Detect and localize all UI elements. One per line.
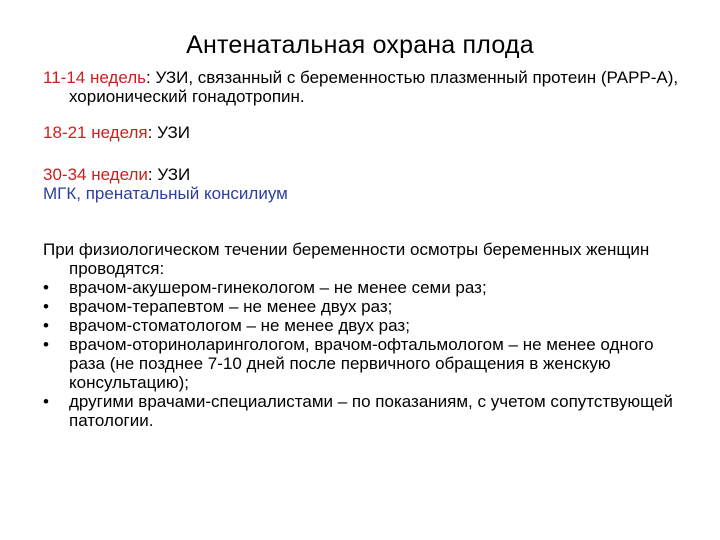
- schedule-text: УЗИ, связанный с беременностью плазменный протеин (РАРР-А), хорионический гонадотропин.: [69, 68, 679, 106]
- schedule-item-30-34: [43, 165, 683, 184]
- bullet-icon: •: [43, 392, 49, 411]
- slide-content: [43, 68, 683, 430]
- schedule-period: 11-14 недель: [43, 68, 146, 87]
- bullet-icon: •: [43, 316, 49, 335]
- list-item: [43, 335, 683, 392]
- schedule-text: УЗИ: [157, 165, 191, 184]
- bullet-icon: •: [43, 297, 49, 316]
- schedule-text: УЗИ: [157, 123, 190, 142]
- list-item-text: врачом-оториноларингологом, врачом-офтальмологом – не менее одного раза (не позднее 7-10 дней после первичного обращения в женскую консультацию);: [69, 335, 654, 392]
- exams-list: [43, 278, 683, 430]
- list-item-text: другими врачами-специалистами – по показаниям, с учетом сопутствующей патологии.: [69, 392, 673, 430]
- slide-title: Антенатальная охрана плода: [186, 31, 534, 59]
- bullet-icon: •: [43, 335, 49, 354]
- list-item: [43, 392, 683, 430]
- exams-intro: При физиологическом течении беременности осмотры беременных женщин проводятся:: [43, 240, 650, 278]
- list-item: [43, 316, 683, 335]
- list-item-text: врачом-стоматологом – не менее двух раз;: [69, 316, 410, 335]
- schedule-separator: :: [147, 165, 158, 184]
- schedule-separator: :: [146, 68, 156, 87]
- schedule-separator: :: [147, 123, 158, 142]
- list-item: [43, 278, 683, 297]
- schedule-period: 18-21 неделя: [43, 123, 148, 142]
- list-item-text: врачом-акушером-гинекологом – не менее семи раз;: [69, 278, 487, 297]
- list-item-text: врачом-терапевтом – не менее двух раз;: [69, 297, 393, 316]
- schedule-item-18-21: [43, 123, 683, 142]
- schedule-item-11-14: [43, 68, 683, 106]
- mgk-line: МГК, пренатальный консилиум: [43, 184, 288, 203]
- schedule-period: 30-34 недели: [43, 165, 148, 184]
- bullet-icon: •: [43, 278, 49, 297]
- list-item: [43, 297, 683, 316]
